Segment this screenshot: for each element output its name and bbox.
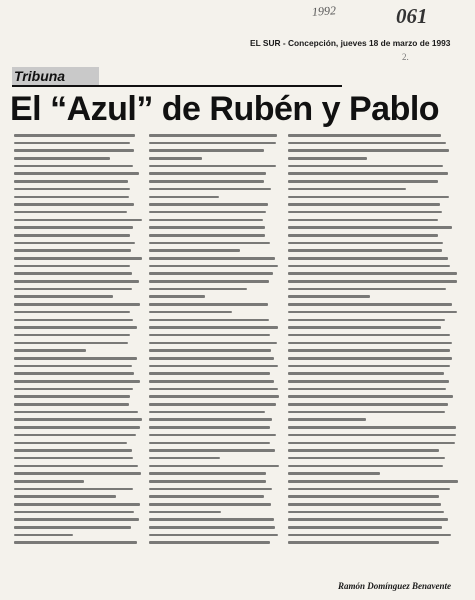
text-line [149,472,266,475]
text-line [288,196,449,199]
text-line [149,265,278,268]
text-line [14,257,142,260]
text-line [149,134,277,137]
text-line [149,226,265,229]
article-title: El “Azul” de Rubén y Pablo [10,90,440,128]
section-label: Tribuna [12,67,99,85]
text-line [288,172,448,175]
text-line [14,411,138,414]
text-line [288,372,444,375]
text-line [288,457,445,460]
text-line [149,511,221,514]
text-line [288,311,457,314]
publication-header: EL SUR - Concepción, jueves 18 de marzo de 1993 [250,38,451,48]
text-line [149,157,202,160]
text-line [288,157,367,160]
text-line [14,334,130,337]
text-line [14,449,132,452]
text-line [14,303,140,306]
text-line [14,311,130,314]
text-line [288,503,441,506]
text-line [288,134,441,137]
text-line [14,395,130,398]
text-line [14,249,131,252]
text-line [14,518,139,521]
section-divider [12,85,342,87]
text-line [149,457,220,460]
text-line [149,249,240,252]
text-line [288,472,380,475]
handwritten-number-annotation: 061 [396,4,428,28]
text-line [149,518,274,521]
text-line [149,395,279,398]
text-line [14,188,130,191]
text-line [288,541,439,544]
text-line [14,426,140,429]
text-line [288,319,445,322]
text-line [288,188,406,191]
text-line [14,219,142,222]
text-line [288,234,438,237]
text-line [288,495,439,498]
text-line [149,357,274,360]
text-line [14,541,137,544]
text-line [14,165,133,168]
text-line [14,234,130,237]
text-line [288,511,444,514]
text-line [149,319,269,322]
text-line [14,403,129,406]
text-line [14,242,135,245]
text-line [14,295,113,298]
text-line [288,295,370,298]
text-line [288,442,455,445]
text-line [288,449,439,452]
text-line [149,442,270,445]
text-line [149,426,270,429]
text-line [149,203,268,206]
text-line [288,465,443,468]
text-line [288,518,448,521]
text-line [149,311,232,314]
text-line [14,388,133,391]
text-line [149,172,266,175]
text-line [14,149,134,152]
body-illegible-note [0,0,1,1]
text-line [288,526,442,529]
text-line [14,319,133,322]
text-line [14,480,84,483]
text-line [288,272,457,275]
text-line [288,403,448,406]
text-line [288,349,450,352]
text-line [288,411,445,414]
text-line [14,442,127,445]
text-line [14,357,137,360]
text-line [149,411,265,414]
text-line [288,203,440,206]
text-line [14,157,110,160]
text-line [14,272,132,275]
text-line [149,211,266,214]
text-line [288,326,441,329]
text-line [14,280,139,283]
text-line [149,534,278,537]
text-line [149,288,247,291]
text-line [288,534,451,537]
text-line [14,180,128,183]
text-line [288,265,450,268]
text-line [14,534,73,537]
text-line [149,326,278,329]
text-line [288,280,457,283]
text-line [149,418,272,421]
text-line [288,180,438,183]
text-line [288,288,446,291]
text-line [149,242,270,245]
text-line [14,196,129,199]
text-line [149,219,263,222]
handwritten-mark-annotation: 2. [402,52,409,62]
text-line [288,426,456,429]
text-line [288,249,442,252]
text-line [149,142,276,145]
text-line [149,465,279,468]
text-line [149,234,265,237]
text-line [14,365,132,368]
text-line [149,149,264,152]
text-line [288,149,449,152]
text-line [288,226,452,229]
text-line [288,219,438,222]
text-line [288,434,456,437]
text-line [288,395,453,398]
text-line [288,257,448,260]
text-line [149,257,275,260]
text-line [149,449,275,452]
text-line [149,495,264,498]
text-line [288,480,458,483]
text-line [288,303,452,306]
text-line [149,180,264,183]
text-line [14,203,134,206]
text-line [14,418,142,421]
author-signature: Ramón Domínguez Benavente [338,581,452,591]
text-line [288,142,446,145]
text-line [14,211,127,214]
text-line [14,326,137,329]
handwritten-date-annotation: 1992 [311,3,337,19]
text-line [288,488,450,491]
text-line [149,480,266,483]
text-line [288,357,452,360]
text-line [149,365,278,368]
text-line [14,488,133,491]
text-line [288,365,450,368]
text-line [149,188,271,191]
text-line [14,511,134,514]
text-line [14,226,133,229]
text-line [149,165,276,168]
text-line [149,295,205,298]
text-line [149,303,268,306]
text-line [288,418,366,421]
text-line [288,165,443,168]
text-line [14,349,86,352]
text-line [149,503,271,506]
text-line [288,380,449,383]
text-line [14,372,134,375]
text-line [14,265,130,268]
text-line [149,541,270,544]
article-column-2 [149,134,279,554]
text-line [288,388,446,391]
text-line [149,403,276,406]
text-line [149,280,269,283]
text-line [149,372,270,375]
article-column-1 [14,134,142,554]
article-column-3 [288,134,458,554]
text-line [14,342,128,345]
text-line [14,434,136,437]
text-line [14,526,131,529]
text-line [288,242,443,245]
text-line [288,211,442,214]
text-line [14,380,140,383]
text-line [149,380,274,383]
text-line [149,272,273,275]
text-line [288,342,452,345]
text-line [149,196,219,199]
text-line [14,134,135,137]
text-line [14,172,139,175]
text-line [14,465,138,468]
text-line [288,334,450,337]
text-line [149,526,275,529]
text-line [14,495,116,498]
text-line [149,488,272,491]
text-line [14,472,141,475]
text-line [149,388,278,391]
text-line [14,288,132,291]
text-line [149,434,276,437]
text-line [149,334,270,337]
text-line [14,142,130,145]
text-line [14,457,133,460]
text-line [14,503,140,506]
text-line [149,349,271,352]
text-line [149,342,277,345]
